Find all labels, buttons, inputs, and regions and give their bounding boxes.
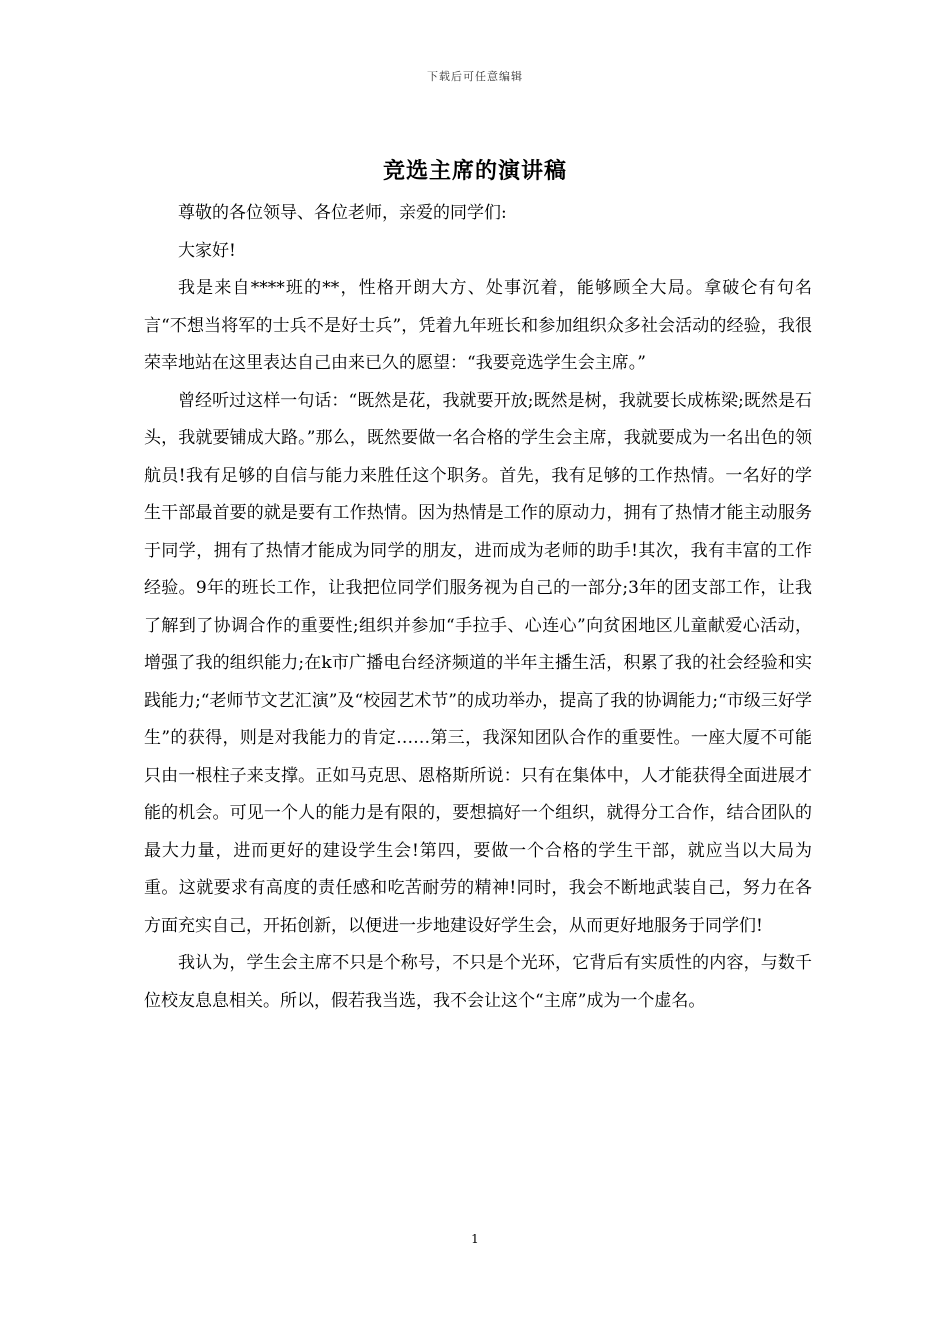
qualifications-paragraph: 曾经听过这样一句话：“既然是花，我就要开放;既然是树，我就要长成栋梁;既然是石头，我就要铺成大路。”那么，既然要做一名合格的学生会主席，我就要成为一名出色的领航员!我有足够的自信与能力来胜任这个职务。首先，我有足够的工作热情。一名好的学生干部最首要的就是要有工作热情。因为热情是工作的原动力，拥有了热情才能主动服务于同学，拥有了热情才能成为同学的朋友，进而成为老师的助手!其次，我有丰富的工作经验。9年的班长工作，让我把位同学们服务视为自己的一部分;3年的团支部工作，让我了解到了协调合作的重要性;组织并参加“手拉手、心连心”向贫困地区儿童献爱心活动，增强了我的组织能力;在k市广播电台经济频道的半年主播生活，积累了我的社会经验和实践能力;“老师节文艺汇演”及“校园艺术节”的成功举办，提高了我的协调能力;“市级三好学生”的获得，则是对我能力的肯定……第三，我深知团队合作的重要性。一座大厦不可能只由一根柱子来支撑。正如马克思、恩格斯所说：只有在集体中，人才能获得全面进展才能的机会。可见一个人的能力是有限的，要想搞好一个组织，就得分工合作，结合团队的最大力量，进而更好的建设学生会!第四，要做一个合格的学生干部，就应当以大局为重。这就要求有高度的责任感和吃苦耐劳的精神!同时，我会不断地武装自己，努力在各方面充实自己，开拓创新，以便进一步地建设好学生会，从而更好地服务于同学们! (144, 390, 812, 936)
document-title: 竞选主席的演讲稿 (382, 158, 567, 184)
header-note: 下载后可任意编辑 (427, 70, 523, 83)
page-number: 1 (471, 1232, 479, 1246)
salutation-paragraph: 大家好! (178, 240, 236, 261)
document-body (144, 195, 812, 1020)
commitment-paragraph: 我认为，学生会主席不只是个称号，不只是个光环，它背后有实质性的内容，与数千位校友息息相关。所以，假若我当选，我不会让这个“主席”成为一个虚名。 (144, 953, 812, 1011)
greeting-paragraph: 尊敬的各位领导、各位老师，亲爱的同学们: (178, 203, 507, 223)
introduction-paragraph: 我是来自****班的**，性格开朗大方、处事沉着，能够顾全大局。拿破仑有句名言“不想当将军的士兵不是好士兵”，凭着九年班长和参加组织众多社会活动的经验，我很荣幸地站在这里表达自己由来已久的愿望：“我要竞选学生会主席。” (144, 278, 812, 373)
